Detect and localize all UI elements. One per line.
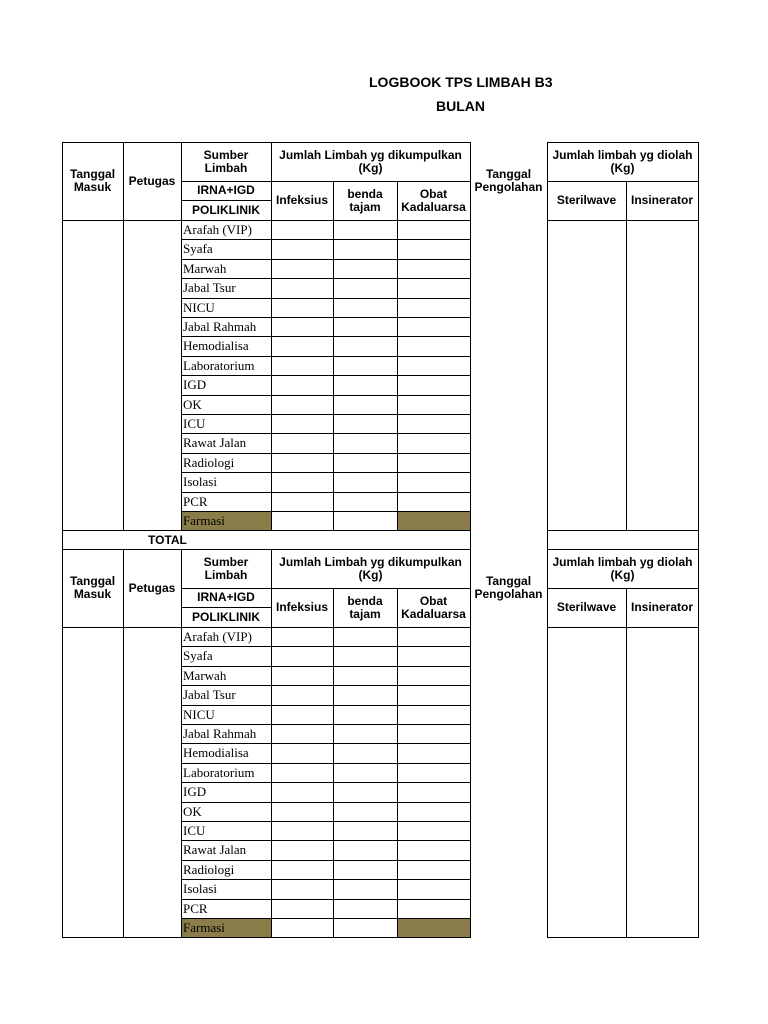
header-infeksius: Infeksius xyxy=(275,193,329,207)
unit-label: Jabal Rahmah xyxy=(183,726,257,741)
title-line-2: BULAN xyxy=(436,98,485,114)
header-tanggal-masuk: Tanggal Masuk xyxy=(69,167,116,194)
title-line-1: LOGBOOK TPS LIMBAH B3 xyxy=(369,74,553,90)
unit-label: ICU xyxy=(183,823,206,838)
table-border-right xyxy=(698,142,699,550)
unit-label: NICU xyxy=(183,706,215,722)
unit-label: Radiologi xyxy=(183,861,235,877)
unit-label: Radiologi xyxy=(183,454,235,470)
unit-label: Farmasi xyxy=(183,920,225,935)
unit-label: Isolasi xyxy=(183,474,217,490)
unit-label: NICU xyxy=(183,299,215,315)
total-label: TOTAL xyxy=(148,533,187,548)
header-jumlah-dikumpulkan: Jumlah Limbah yg dikumpulkan (Kg) xyxy=(279,554,462,582)
header-sumber-limbah: Sumber Limbah xyxy=(203,147,249,175)
row-divider xyxy=(181,646,471,647)
header-jumlah-dikumpulkan: Jumlah Limbah yg dikumpulkan (Kg) xyxy=(279,147,462,175)
unit-label: Laboratorium xyxy=(183,357,255,373)
unit-label: Laboratorium xyxy=(183,764,255,780)
header-benda-tajam: benda tajam xyxy=(347,186,383,214)
row-divider xyxy=(181,472,471,473)
row-divider xyxy=(181,705,471,706)
row-divider xyxy=(181,802,471,803)
header-poliklinik: POLIKLINIK xyxy=(192,609,260,624)
row-divider xyxy=(181,821,471,822)
row-divider xyxy=(181,879,471,880)
header-infeksius: Infeksius xyxy=(275,600,329,614)
unit-label: OK xyxy=(183,803,202,819)
header-insinerator: Insinerator xyxy=(630,193,693,207)
header-sterilwave: Sterilwave xyxy=(556,193,617,207)
header-benda-tajam: benda tajam xyxy=(347,593,383,621)
row-divider xyxy=(181,298,471,299)
unit-label: Jabal Tsur xyxy=(183,687,236,703)
unit-label: Arafah (VIP) xyxy=(183,222,252,237)
unit-label: IGD xyxy=(183,377,207,393)
header-obat-kadaluarsa: Obat Kadaluarsa xyxy=(401,593,466,621)
header-irna-igd: IRNA+IGD xyxy=(197,590,255,604)
header-poliklinik: POLIKLINIK xyxy=(192,202,260,217)
row-divider xyxy=(181,492,471,493)
unit-label: OK xyxy=(183,396,202,412)
header-bottom xyxy=(547,627,699,628)
unit-label: Rawat Jalan xyxy=(183,842,247,858)
shaded-cell xyxy=(398,919,470,937)
unit-label: Marwah xyxy=(183,260,227,276)
header-bottom xyxy=(62,220,471,221)
table-border-bottom xyxy=(62,937,471,938)
unit-label: Jabal Rahmah xyxy=(183,319,257,334)
header-petugas: Petugas xyxy=(128,580,176,595)
header-jumlah-diolah: Jumlah limbah yg diolah (Kg) xyxy=(552,147,693,175)
table-border-right xyxy=(698,549,699,938)
header-bottom xyxy=(62,627,471,628)
unit-label: Rawat Jalan xyxy=(183,435,247,451)
row-divider xyxy=(181,530,471,531)
unit-label: Arafah (VIP) xyxy=(183,629,252,644)
header-bottom xyxy=(547,220,699,221)
row-divider xyxy=(547,530,699,531)
col-divider xyxy=(626,181,627,531)
header-jumlah-diolah: Jumlah limbah yg diolah (Kg) xyxy=(552,554,693,582)
unit-label: Syafa xyxy=(183,241,213,257)
unit-label: PCR xyxy=(183,900,208,916)
row-divider xyxy=(547,937,699,938)
unit-label: Farmasi xyxy=(183,513,225,528)
shaded-cell xyxy=(398,512,470,530)
row-divider xyxy=(181,782,471,783)
row-divider xyxy=(181,395,471,396)
unit-label: Hemodialisa xyxy=(183,745,249,761)
header-sumber-limbah: Sumber Limbah xyxy=(203,554,249,582)
row-divider xyxy=(181,899,471,900)
col-divider xyxy=(626,588,627,938)
header-insinerator: Insinerator xyxy=(630,600,693,614)
header-irna-igd: IRNA+IGD xyxy=(197,183,255,197)
row-divider xyxy=(181,239,471,240)
row-divider xyxy=(181,375,471,376)
unit-label: Jabal Tsur xyxy=(183,280,236,296)
unit-label: Marwah xyxy=(183,667,227,683)
unit-label: IGD xyxy=(183,784,207,800)
unit-label: PCR xyxy=(183,493,208,509)
unit-label: Isolasi xyxy=(183,881,217,897)
row-divider xyxy=(181,414,471,415)
header-petugas: Petugas xyxy=(128,173,176,188)
unit-label: Syafa xyxy=(183,648,213,664)
unit-label: Hemodialisa xyxy=(183,338,249,354)
header-tanggal-masuk: Tanggal Masuk xyxy=(69,574,116,601)
unit-label: ICU xyxy=(183,416,206,431)
header-tanggal-pengolahan: Tanggal Pengolahan xyxy=(474,574,543,601)
header-tanggal-pengolahan: Tanggal Pengolahan xyxy=(474,167,543,194)
header-sterilwave: Sterilwave xyxy=(556,600,617,614)
header-obat-kadaluarsa: Obat Kadaluarsa xyxy=(401,186,466,214)
